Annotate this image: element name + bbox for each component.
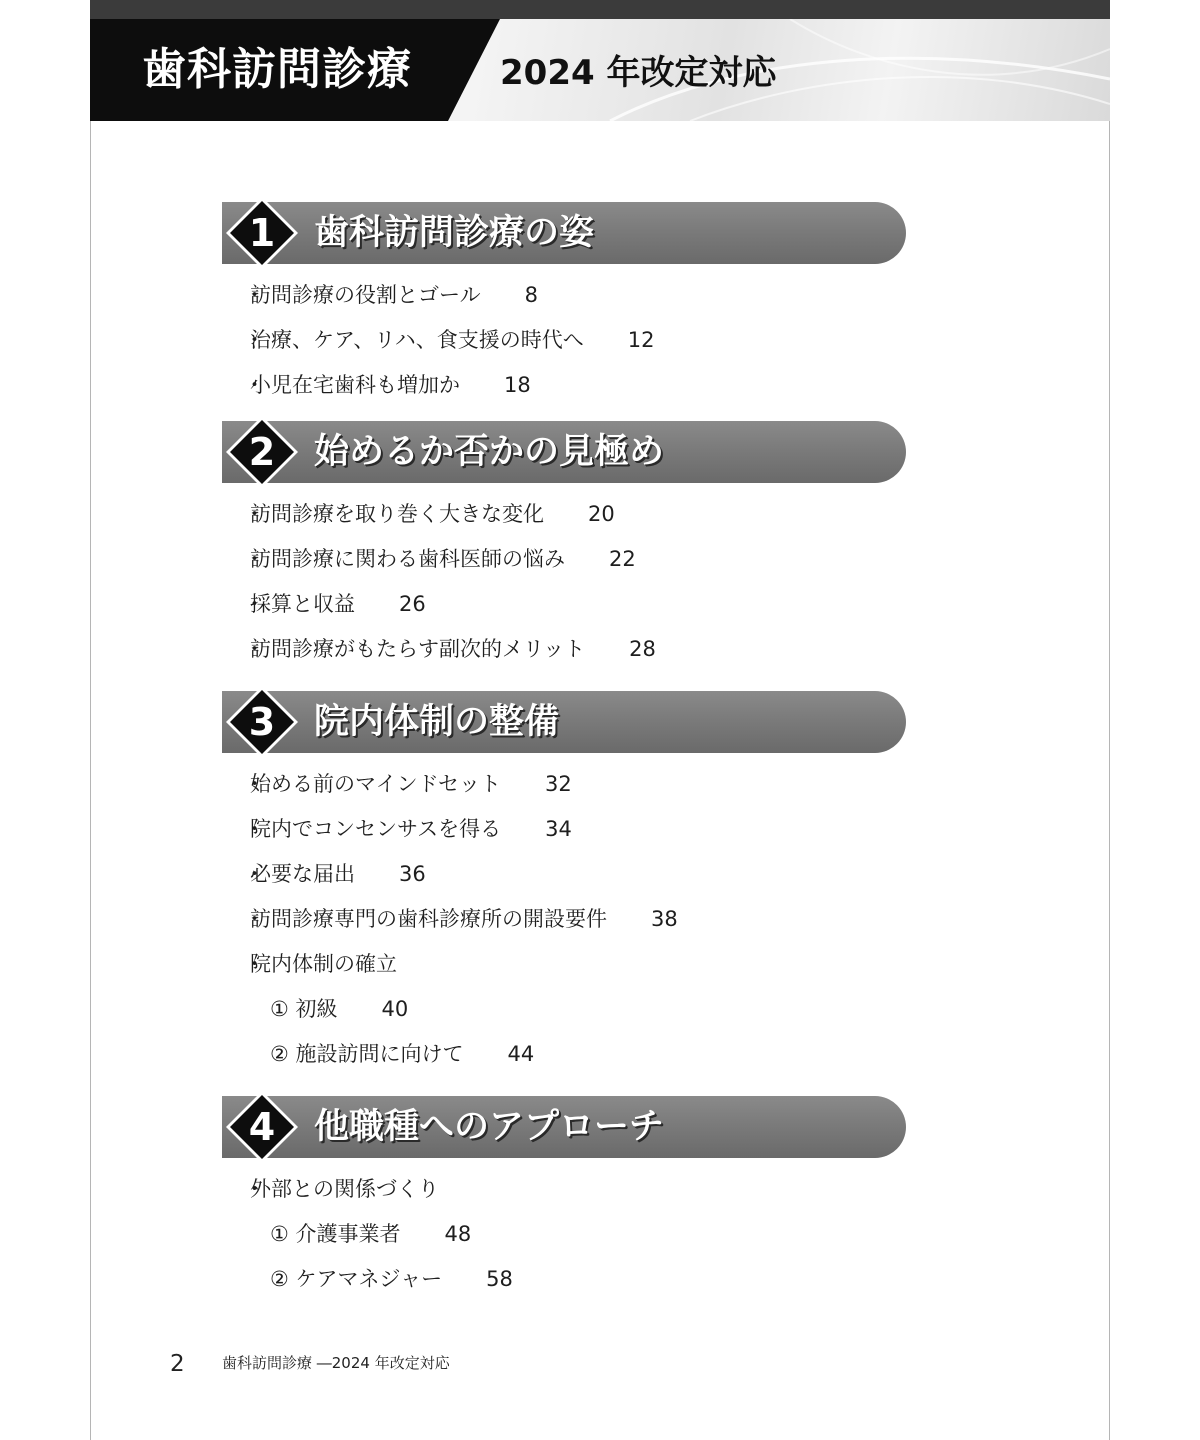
section-number-diamond	[225, 196, 299, 270]
toc-entry-page-number: 32	[544, 772, 572, 796]
toc-entry-label: 小児在宅歯科も増加か	[250, 373, 460, 397]
toc-entry-page-number: 20	[588, 502, 615, 526]
section-number-diamond	[225, 685, 299, 759]
toc-entry-page-number: 12	[627, 328, 655, 352]
section-header-bar	[222, 691, 906, 753]
toc-entry[interactable]	[222, 492, 922, 537]
header-banner	[90, 19, 1110, 121]
section-header-bar	[222, 202, 906, 264]
section-items	[222, 1167, 922, 1302]
toc-entry-label: 訪問診療専門の歯科診療所の開設要件	[250, 907, 607, 931]
toc-entry[interactable]	[222, 363, 922, 408]
toc-entry[interactable]	[222, 987, 922, 1032]
top-strip	[90, 0, 1110, 19]
section-title: 始めるか否かの見極め	[314, 432, 665, 472]
book-subtitle: 2024 年改定対応	[500, 53, 777, 93]
toc-entry[interactable]	[222, 897, 922, 942]
toc-entry-page-number: 38	[651, 907, 678, 931]
section-title: 院内体制の整備	[314, 702, 560, 742]
toc-entry-page-number: 36	[399, 862, 426, 886]
section-items	[222, 762, 922, 1077]
section-items	[222, 273, 922, 408]
section-number: 4	[248, 1105, 276, 1149]
toc-entry-label: 訪問診療を取り巻く大きな変化	[250, 502, 544, 526]
toc-entry[interactable]	[222, 1257, 922, 1302]
toc-entry[interactable]	[222, 762, 922, 807]
toc-section	[222, 421, 922, 672]
toc-entry-label: 訪問診療の役割とゴール	[250, 283, 481, 307]
toc-entry-label: ② 施設訪問に向けて	[270, 1042, 464, 1066]
toc-entry[interactable]	[222, 852, 922, 897]
toc-entry-label: 始める前のマインドセット	[250, 772, 501, 796]
toc-entry-page-number: 58	[486, 1267, 513, 1291]
toc-entry-page-number: 48	[444, 1222, 472, 1246]
toc-entry-page-number: 26	[399, 592, 426, 616]
toc-entry[interactable]	[222, 273, 922, 318]
toc-entry[interactable]	[222, 942, 922, 987]
toc-entry-page-number: 22	[609, 547, 636, 571]
section-number: 2	[248, 430, 276, 474]
toc-entry-page-number: 18	[504, 373, 531, 397]
section-number-diamond	[225, 415, 299, 489]
toc-entry-page-number: 28	[629, 637, 656, 661]
toc-entry[interactable]	[222, 627, 922, 672]
toc-entry[interactable]	[222, 537, 922, 582]
section-number: 3	[248, 700, 276, 744]
section-header-bar	[222, 1096, 906, 1158]
toc-entry-label: ① 初級	[270, 997, 338, 1021]
toc-entry-label: ② ケアマネジャー	[270, 1267, 443, 1291]
section-items	[222, 492, 922, 672]
toc-section	[222, 202, 922, 408]
toc-entry-page-number: 34	[545, 817, 572, 841]
book-title: 歯科訪問診療	[142, 44, 412, 95]
toc-entry-label: 院内でコンセンサスを得る	[250, 817, 502, 841]
toc-entry[interactable]	[222, 1032, 922, 1077]
toc-entry-label: 必要な届出	[250, 862, 355, 886]
toc-entry-page-number: 8	[524, 283, 538, 307]
toc-entry-page-number: 44	[507, 1042, 535, 1066]
toc-entry[interactable]	[222, 318, 922, 363]
toc-section	[222, 1096, 922, 1302]
toc-entry[interactable]	[222, 807, 922, 852]
toc-entry-label: 治療、ケア、リハ、食支援の時代へ	[250, 328, 584, 352]
section-number-diamond	[225, 1090, 299, 1164]
toc-entry-label: 訪問診療に関わる歯科医師の悩み	[250, 547, 565, 571]
toc-section	[222, 691, 922, 1077]
section-title: 他職種へのアプローチ	[314, 1107, 665, 1147]
footer-running-title: 歯科訪問診療 ―2024 年改定対応	[222, 1354, 450, 1372]
toc-entry[interactable]	[222, 1167, 922, 1212]
section-number: 1	[248, 211, 276, 255]
toc-entry[interactable]	[222, 582, 922, 627]
toc-entry-page-number: 40	[381, 997, 409, 1021]
toc-entry-label: 外部との関係づくり	[250, 1177, 439, 1201]
toc-entry-label: 採算と収益	[250, 592, 355, 616]
footer-page-number: 2	[170, 1351, 185, 1377]
toc-entry-label: 訪問診療がもたらす副次的メリット	[250, 637, 586, 661]
section-title: 歯科訪問診療の姿	[314, 213, 595, 253]
section-header-bar	[222, 421, 906, 483]
toc-entry-label: 院内体制の確立	[250, 952, 397, 976]
toc-entry-label: ① 介護事業者	[270, 1222, 401, 1246]
toc-entry[interactable]	[222, 1212, 922, 1257]
